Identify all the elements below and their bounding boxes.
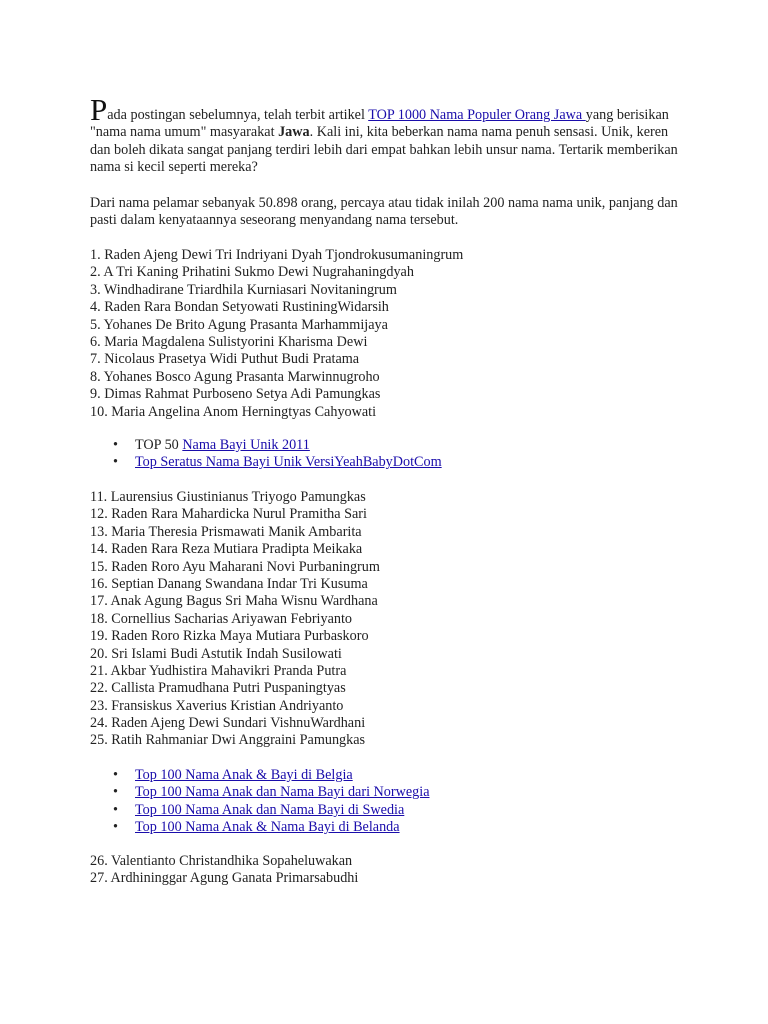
names-list-2 [90, 489, 380, 750]
list-item: 10. Maria Angelina Anom Herningtyas Cahyowati [90, 403, 377, 420]
list-item: 4. Raden Rara Bondan Setyowati RustiningWidarsih [90, 299, 389, 316]
swedia-link[interactable]: Top 100 Nama Anak dan Nama Bayi di Swedia [135, 801, 405, 818]
list-item: 9. Dimas Rahmat Purboseno Setya Adi Pamungkas [90, 386, 381, 403]
list-item: 5. Yohanes De Brito Agung Prasanta Marhammijaya [90, 316, 388, 333]
list-item: 11. Laurensius Giustinianus Triyogo Pamungkas [90, 489, 366, 505]
list-item: 3. Windhadirane Triardhila Kurniasari Novitaningrum [90, 281, 397, 298]
list-item: 18. Cornellius Sacharias Ariyawan Febriyanto [90, 610, 353, 627]
bullet-item [90, 802, 430, 819]
list-item: 20. Sri Islami Budi Astutik Indah Susilowati [90, 645, 342, 662]
list-item: 26. Valentianto Christandhika Sopaheluwakan [90, 853, 353, 869]
list-item: 8. Yohanes Bosco Agung Prasanta Marwinnugroho [90, 368, 380, 385]
bullet-item [90, 767, 430, 784]
list-item: 13. Maria Theresia Prismawati Manik Ambarita [90, 523, 362, 540]
list-item: 19. Raden Roro Rizka Maya Mutiara Purbaskoro [90, 628, 369, 645]
bullet-item [90, 819, 430, 836]
nama-bayi-unik-link[interactable]: Nama Bayi Unik 2011 [182, 437, 310, 453]
intro-bold-jawa: Jawa [278, 124, 310, 141]
list-item: 21. Akbar Yudhistira Mahavikri Pranda Putra [90, 662, 347, 679]
list-item: 7. Nicolaus Prasetya Widi Puthut Budi Pratama [90, 351, 360, 368]
list-item: 22. Callista Pramudhana Putri Puspaningtyas [90, 680, 346, 697]
bullet-item [90, 784, 430, 801]
list-item: 15. Raden Roro Ayu Maharani Novi Purbaningrum [90, 558, 380, 575]
intro-paragraph [90, 92, 690, 177]
intro-text-2: yang berisikan "nama nama umum" masyarakat [90, 107, 669, 141]
list-item: 24. Raden Ajeng Dewi Sundari VishnuWardhani [90, 715, 366, 732]
list-item: 12. Raden Rara Mahardicka Nurul Pramitha Sari [90, 506, 367, 523]
names-list-1 [90, 247, 463, 421]
description-paragraph: Dari nama pelamar sebanyak 50.898 orang, percaya atau tidak inilah 200 nama nama unik, panjang dan pasti dalam kenyataannya seseorang menyandang nama tersebut. [90, 195, 678, 229]
norwegia-link[interactable]: Top 100 Nama Anak dan Nama Bayi dari Norwegia [135, 784, 430, 801]
bullet-item [90, 454, 442, 471]
list-item: 23. Fransiskus Xaverius Kristian Andriyanto [90, 697, 344, 714]
related-links-1 [90, 437, 442, 472]
bullet-prefix: TOP 50 [135, 437, 183, 453]
intro-text-3: . Kali ini, kita beberkan nama nama penuh sensasi. Unik, keren dan boleh dikata sangat panjang terdiri lebih dari empat bahkan lebih unsur nama. Tertarik memberikan nama si kecil seperti mereka? [90, 124, 678, 176]
belanda-link[interactable]: Top 100 Nama Anak & Nama Bayi di Belanda [135, 819, 400, 836]
top-1000-link[interactable]: TOP 1000 Nama Populer Orang Jawa [368, 107, 586, 123]
list-item: 2. A Tri Kaning Prihatini Sukmo Dewi Nugrahaningdyah [90, 264, 414, 281]
bullet-item [90, 437, 442, 454]
belgia-link[interactable]: Top 100 Nama Anak & Bayi di Belgia [135, 767, 353, 783]
intro-text-1: ada postingan sebelumnya, telah terbit artikel [107, 107, 369, 123]
related-links-2 [90, 767, 430, 837]
list-item: 16. Septian Danang Swandana Indar Tri Kusuma [90, 575, 368, 592]
top-seratus-link[interactable]: Top Seratus Nama Bayi Unik VersiYeahBabyDotCom [135, 454, 442, 471]
list-item: 6. Maria Magdalena Sulistyorini Kharisma Dewi [90, 333, 368, 350]
list-item: 17. Anak Agung Bagus Sri Maha Wisnu Wardhana [90, 593, 378, 610]
list-item: 27. Ardhininggar Agung Ganata Primarsabudhi [90, 870, 359, 887]
list-item: 1. Raden Ajeng Dewi Tri Indriyani Dyah Tjondrokusumaningrum [90, 247, 464, 263]
drop-cap: P [90, 92, 108, 127]
list-item: 25. Ratih Rahmaniar Dwi Anggraini Pamungkas [90, 732, 366, 749]
names-list-3 [90, 853, 358, 888]
list-item: 14. Raden Rara Reza Mutiara Pradipta Meikaka [90, 541, 363, 558]
